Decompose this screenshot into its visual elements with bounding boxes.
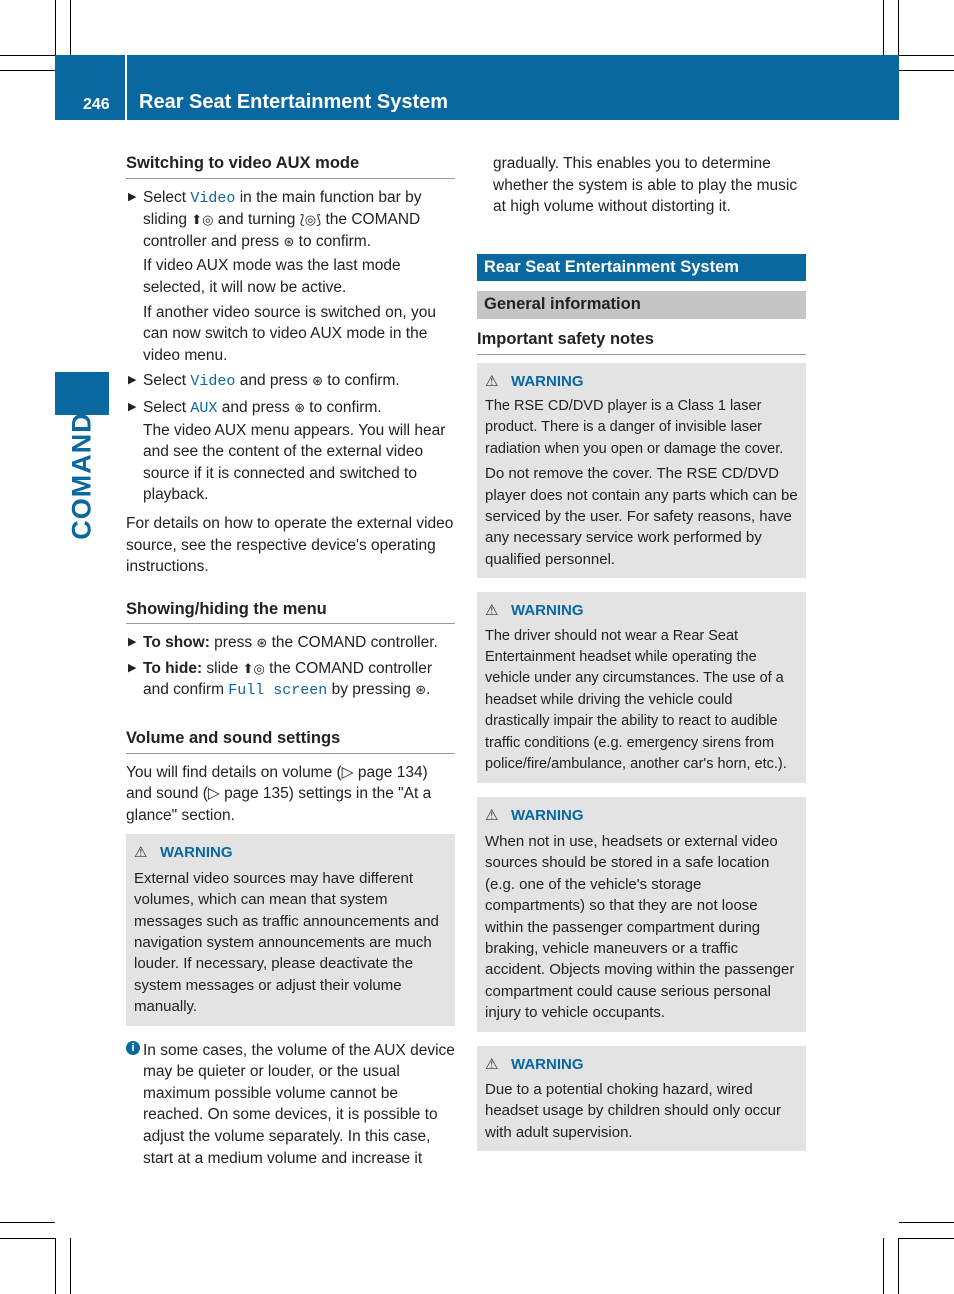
crop-mark — [0, 70, 55, 71]
section-heading: Important safety notes — [477, 329, 806, 355]
warning-heading — [485, 1054, 799, 1075]
warning-box — [477, 363, 806, 579]
press-icon: ⊛ — [283, 233, 295, 249]
text: Select — [143, 188, 191, 206]
crop-mark — [898, 0, 899, 55]
warning-text: When not in use, headsets or external video sources should be stored in a safe location (e.g. one of the vehicle's storage compartments) so that they are not loose within the passenger compartment during braking, vehicle maneuvers or a traffic accident. Objects moving within the passenger compartment could cause serious personal injury to vehicle occupants. — [485, 832, 795, 1022]
crop-mark — [70, 1238, 71, 1294]
paragraph: You will find details on volume (▷ page 134) and sound (▷ page 135) settings in the "At a glance" section. — [126, 763, 432, 824]
text: to confirm. — [305, 398, 382, 416]
menu-code: Full screen — [228, 682, 328, 700]
menu-code: Video — [190, 373, 236, 391]
info-note — [126, 1040, 455, 1170]
text: in the main function bar by sliding — [143, 188, 422, 229]
warning-label: WARNING — [511, 602, 584, 620]
warning-heading — [485, 600, 799, 621]
text: to confirm. — [294, 232, 372, 250]
right-column — [477, 153, 806, 1151]
info-text: In some cases, the volume of the AUX device may be quieter or louder, or the usual maximum possible volume cannot be reached. On some devices, it is possible to adjust the volume separately. In this case, start at a medium volume and increase it — [143, 1041, 455, 1167]
warning-text: The RSE CD/DVD player is a Class 1 laser product. There is a danger of invisible laser radiation when you open or damage the cover. — [485, 397, 784, 457]
text: and turning — [213, 211, 300, 229]
text: . — [426, 681, 431, 699]
crop-mark — [883, 0, 884, 55]
list-item — [126, 658, 455, 702]
crop-mark — [899, 1222, 954, 1223]
paragraph: For details on how to operate the external video source, see the respective device's operating instructions. — [126, 514, 454, 576]
list-item — [126, 370, 455, 393]
page-title: Rear Seat Entertainment System — [139, 91, 449, 113]
menu-code: AUX — [190, 399, 218, 417]
bullet-icon: ▶ — [128, 661, 137, 674]
side-tab-marker — [55, 372, 109, 415]
list-item — [126, 632, 455, 654]
warning-box — [477, 1046, 806, 1152]
bullet-icon: ▶ — [128, 636, 137, 649]
warning-label: WARNING — [160, 844, 233, 862]
list-item — [126, 187, 455, 253]
warning-label: WARNING — [511, 807, 584, 825]
warning-label: WARNING — [511, 1055, 584, 1073]
text: and press — [235, 372, 313, 390]
warning-icon: ⚠ — [485, 1055, 499, 1073]
section-heading: Volume and sound settings — [126, 728, 455, 754]
crop-mark — [0, 1238, 55, 1239]
text: the COMAND controller and confirm — [143, 659, 432, 699]
bullet-icon: ▶ — [128, 190, 137, 203]
text: by pressing — [327, 681, 416, 699]
warning-label: WARNING — [511, 372, 584, 390]
page-number: 246 — [83, 96, 110, 113]
crop-mark — [55, 1238, 56, 1294]
bold-label: To show: — [143, 634, 210, 652]
bullet-icon: ▶ — [128, 400, 137, 413]
crop-mark — [899, 70, 954, 71]
slide-icon: ⬆◎ — [242, 660, 265, 676]
subsection-band: General information — [477, 291, 806, 319]
press-icon: ⊛ — [312, 373, 323, 389]
crop-mark — [0, 1222, 55, 1223]
warning-box — [477, 797, 806, 1031]
crop-mark — [899, 1238, 954, 1239]
warning-text: The driver should not wear a Rear Seat Entertainment headset while operating the vehicle under any circumstances. The use of a headset while driving the vehicle could drastically impair the ability to react to audible traffic conditions (e.g. emergency sirens from police/fire/ambulance, another car's horn, etc.). — [485, 627, 787, 773]
paragraph: gradually. This enables you to determine whether the system is able to play the music at high volume without distorting it. — [493, 155, 798, 216]
press-icon: ⊛ — [415, 682, 427, 698]
text: the COMAND controller and press — [143, 211, 421, 250]
crop-mark — [70, 0, 71, 55]
bold-label: To hide: — [143, 659, 203, 677]
menu-code: Video — [190, 189, 236, 207]
warning-icon: ⚠ — [485, 372, 499, 390]
warning-text: External video sources may have different volumes, which can mean that system messages such as traffic announcements and navigation system announcements are much louder. If necessary, please deactivate the system messages or adjust their volume manually. — [134, 869, 439, 1016]
turn-icon: ⟅◎⟆ — [299, 212, 322, 228]
text: Select — [143, 372, 191, 390]
warning-icon: ⚠ — [134, 844, 148, 862]
warning-box — [126, 834, 455, 1025]
text: the COMAND controller. — [267, 634, 438, 652]
crop-mark — [899, 55, 954, 56]
crop-mark — [55, 0, 56, 55]
left-column — [126, 153, 455, 1169]
page-header — [55, 55, 899, 120]
paragraph: If another video source is switched on, you can now switch to video AUX mode in the video menu. — [143, 303, 436, 364]
press-icon: ⊛ — [294, 399, 305, 415]
side-tab-label: COMAND — [66, 412, 97, 540]
section-heading: Showing/hiding the menu — [126, 599, 455, 625]
warning-icon: ⚠ — [485, 602, 499, 620]
press-icon: ⊛ — [256, 635, 268, 651]
text: and press — [217, 398, 295, 416]
text: press — [209, 634, 257, 652]
warning-heading — [485, 371, 799, 392]
warning-icon: ⚠ — [485, 807, 499, 825]
crop-mark — [0, 55, 55, 56]
slide-icon: ⬆◎ — [191, 212, 214, 228]
warning-text: Do not remove the cover. The RSE CD/DVD player does not contain any parts which can be serviced by the user. For safety reasons, have any necessary service work performed by qualified personnel. — [485, 465, 798, 568]
text: slide — [202, 659, 243, 677]
paragraph: The video AUX menu appears. You will hear and see the content of the external video source if it is connected and switched to playback. — [143, 421, 446, 504]
section-band: Rear Seat Entertainment System — [477, 254, 806, 282]
crop-mark — [883, 1238, 884, 1294]
paragraph: If video AUX mode was the last mode selected, it will now be active. — [143, 257, 401, 296]
warning-box — [477, 592, 806, 783]
warning-text: Due to a potential choking hazard, wired headset usage by children should only occur with adult supervision. — [485, 1080, 782, 1141]
section-heading: Switching to video AUX mode — [126, 153, 455, 179]
bullet-icon: ▶ — [128, 374, 137, 387]
warning-heading — [134, 842, 448, 863]
text: Select — [143, 398, 191, 416]
crop-mark — [898, 1238, 899, 1294]
header-divider — [125, 55, 127, 120]
text: to confirm. — [323, 372, 400, 390]
info-icon: i — [126, 1041, 140, 1055]
list-item — [126, 397, 455, 420]
warning-heading — [485, 805, 799, 826]
